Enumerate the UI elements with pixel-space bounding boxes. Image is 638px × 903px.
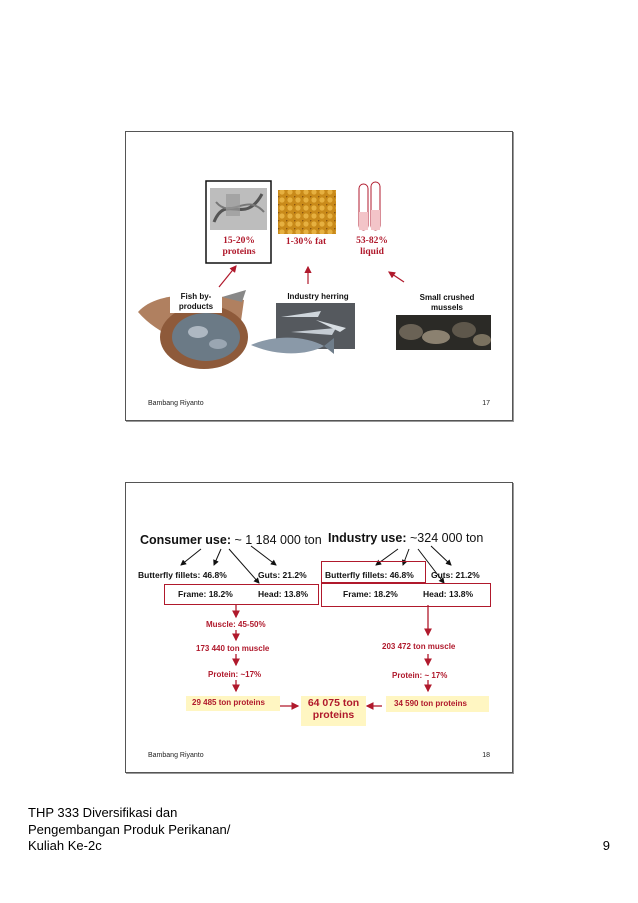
slide-18-author: Bambang Riyanto — [148, 752, 204, 759]
industry-use-label: Industry use: — [328, 531, 407, 545]
industry-herring-label: Industry herring — [276, 291, 360, 303]
arrow-to-liquid — [389, 272, 404, 282]
industry-use-value: ~324 000 ton — [409, 531, 484, 545]
liquid-percentage-label: 53-82% liquid — [356, 236, 388, 257]
left-protein-percentage: Protein: ~17% — [208, 670, 262, 679]
slide-17 — [125, 131, 513, 421]
muscle-percentage: Muscle: 45-50% — [206, 620, 266, 629]
right-proteins-total: 34 590 ton proteins — [394, 699, 467, 708]
page-number: 9 — [602, 838, 610, 853]
industry-herring-photo — [251, 302, 355, 354]
slide-17-graphics — [126, 132, 512, 420]
consumer-use-heading — [140, 533, 322, 547]
right-guts: Guts: 21.2% — [431, 570, 480, 580]
small-crushed-mussels-label: Small crushed mussels — [402, 292, 492, 314]
fish-byproducts-label: Fish by- products — [170, 291, 222, 313]
slide-17-number: 17 — [482, 400, 490, 407]
left-muscle-tonnage: 173 440 ton muscle — [196, 644, 270, 653]
small-crushed-mussels-photo — [396, 315, 491, 350]
slide-18-arrows — [126, 483, 512, 772]
left-proteins-total: 29 485 ton proteins — [192, 698, 265, 707]
slide-18-number: 18 — [482, 752, 490, 759]
right-muscle-tonnage: 203 472 ton muscle — [382, 642, 456, 651]
total-proteins: 64 075 ton proteins — [307, 697, 360, 721]
industry-use-heading — [328, 531, 483, 545]
consumer-use-value: ~ 1 184 000 ton — [234, 533, 322, 547]
fat-droplets-image — [278, 190, 336, 234]
consumer-use-label: Consumer use: — [140, 533, 231, 547]
right-protein-percentage: Protein: ~ 17% — [392, 671, 448, 680]
liquid-tubes-image — [359, 182, 380, 230]
left-guts: Guts: 21.2% — [258, 570, 307, 580]
fat-percentage-label: 1-30% fat — [285, 237, 327, 247]
right-butterfly-fillets: Butterfly fillets: 46.8% — [325, 570, 414, 580]
left-head: Head: 13.8% — [258, 589, 309, 599]
left-frame: Frame: 18.2% — [178, 589, 233, 599]
slide-18 — [125, 482, 513, 773]
protein-percentage-label: 15-20% proteins — [222, 236, 256, 257]
right-frame: Frame: 18.2% — [343, 589, 398, 599]
course-footer-text: THP 333 Diversifikasi dan Pengembangan Produk Perikanan/ Kuliah Ke-2c — [28, 805, 231, 853]
arrow-to-protein — [219, 266, 236, 287]
slide-17-author: Bambang Riyanto — [148, 400, 204, 407]
left-butterfly-fillets: Butterfly fillets: 46.8% — [138, 570, 227, 580]
right-head: Head: 13.8% — [423, 589, 474, 599]
